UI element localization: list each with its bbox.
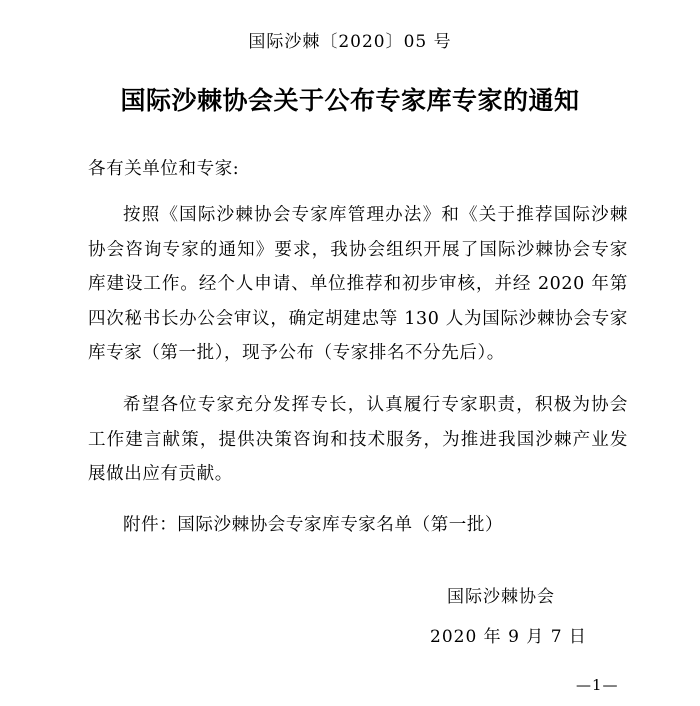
- body-paragraph-2: 希望各位专家充分发挥专长，认真履行专家职责，积极为协会工作建言献策，提供决策咨询和技术服务，为推进我国沙棘产业发展做出应有贡献。: [88, 395, 628, 484]
- issue-date: 2020 年 9 月 7 日: [430, 627, 587, 647]
- document-number: 国际沙棘〔2020〕05 号: [248, 32, 452, 52]
- attachment-line: 附件：国际沙棘协会专家库专家名单（第一批）: [123, 515, 504, 535]
- issuer-signature: 国际沙棘协会: [447, 587, 555, 607]
- document-title: 国际沙棘协会关于公布专家库专家的通知: [120, 86, 580, 115]
- page-number: —1—: [576, 676, 619, 694]
- salutation: 各有关单位和专家:: [88, 159, 240, 179]
- body-paragraph-1: 按照《国际沙棘协会专家库管理办法》和《关于推荐国际沙棘协会咨询专家的通知》要求，我协会组织开展了国际沙棘协会专家库建设工作。经个人申请、单位推荐和初步审核，并经 2020 年第四次秘书长办公会审议，确定胡建忠等 130 人为国际沙棘协会专家库专家（第一批），现予公布（专家排名不分先后）。: [88, 205, 628, 363]
